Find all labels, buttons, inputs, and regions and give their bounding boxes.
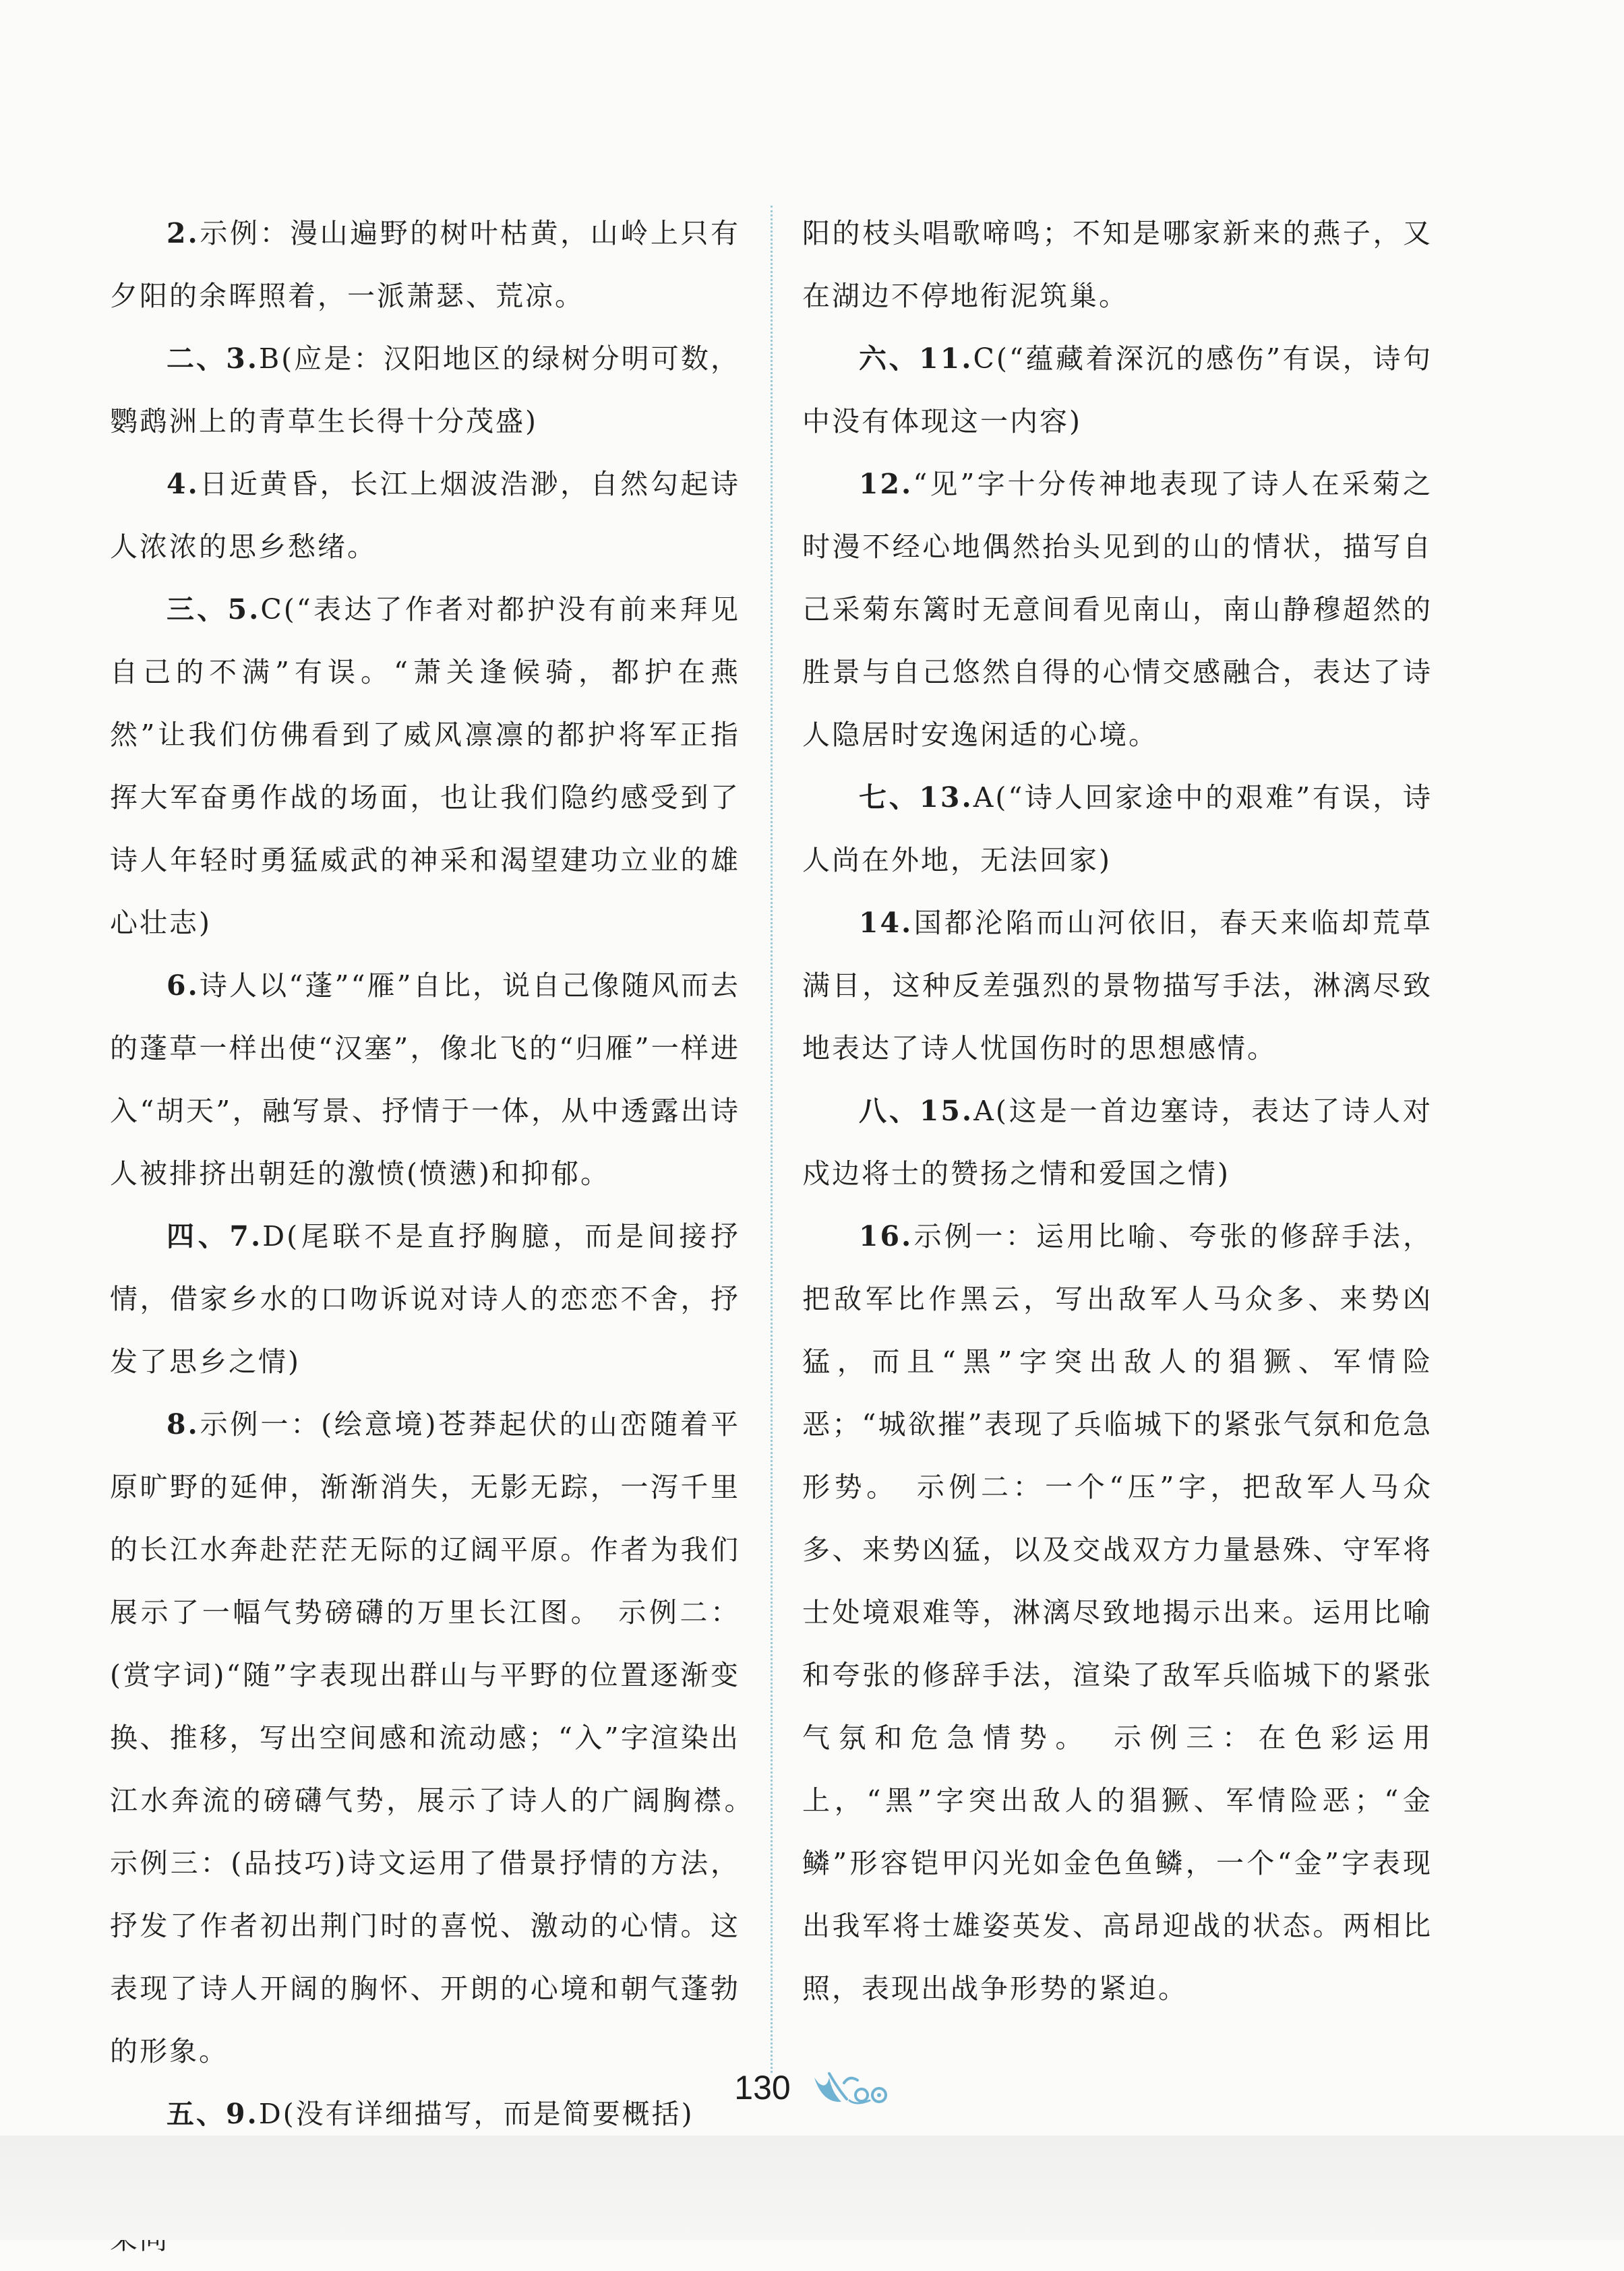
item-text: D(尾联不是直抒胸臆，而是间接抒情，借家乡水的口吻诉说对诗人的恋恋不舍，抒发了思乡之情) bbox=[110, 1220, 740, 1378]
item-text: 示例：漫山遍野的树叶枯黄，山岭上只有夕阳的余晖照着，一派萧瑟、荒凉。 bbox=[110, 217, 740, 312]
bottom-shading bbox=[0, 2136, 1624, 2240]
answer-item-continued bbox=[802, 202, 1433, 328]
item-text: A(“诗人回家途中的艰难”有误，诗人尚在外地，无法回家) bbox=[802, 781, 1433, 876]
item-number: 六、11. bbox=[859, 342, 973, 375]
item-text: D(没有详细描写，而是简要概括) bbox=[258, 2098, 694, 2130]
answer-item bbox=[802, 328, 1433, 453]
item-number: 8. bbox=[167, 1408, 200, 1441]
item-text: C(“表达了作者对都护没有前来拜见自己的不满”有误。“萧关逢候骑，都护在燕然”让我们仿佛看到了威风凛凛的都护将军正指挥大军奋勇作战的场面，也让我们隐约感受到了诗人年轻时勇猛威武的神采和渴望建功立业的雄心壮志) bbox=[110, 593, 740, 939]
item-text: 日近黄昏，长江上烟波浩渺，自然勾起诗人浓浓的思乡愁绪。 bbox=[110, 468, 740, 563]
answer-item bbox=[110, 955, 740, 1205]
item-number: 二、3. bbox=[167, 342, 260, 375]
page-number: 130 bbox=[734, 2069, 791, 2107]
item-number: 6. bbox=[167, 969, 200, 1002]
item-text: B(应是：汉阳地区的绿树分明可数，鹦鹉洲上的青草生长得十分茂盛) bbox=[110, 342, 740, 437]
item-number: 五、9. bbox=[167, 2098, 259, 2130]
item-number: 12. bbox=[859, 468, 913, 500]
answer-item bbox=[802, 453, 1433, 766]
item-number: 16. bbox=[859, 1220, 913, 1252]
answer-item bbox=[110, 1393, 770, 2083]
column-divider bbox=[771, 206, 773, 2073]
answer-item bbox=[802, 1205, 1433, 2020]
answer-item bbox=[802, 766, 1433, 892]
item-number: 4. bbox=[167, 468, 200, 500]
item-number: 八、15. bbox=[859, 1095, 974, 1127]
item-number: 14. bbox=[859, 907, 913, 939]
item-number: 四、7. bbox=[167, 1220, 263, 1252]
item-text: 诗人以“蓬”“雁”自比，说自己像随风而去的蓬草一样出使“汉塞”，像北飞的“归雁”一样进入“胡天”，融写景、抒情于一体，从中透露出诗人被排挤出朝廷的激愤(愤懑)和抑郁。 bbox=[110, 969, 740, 1190]
item-text: 示例一：(绘意境)苍莽起伏的山峦随着平原旷野的延伸，渐渐消失，无影无踪，一泻千里的长江水奔赴茫茫无际的辽阔平原。作者为我们展示了一幅气势磅礴的万里长江图。 示例二：(赏字词)“随”字表现出群山与平野的位置逐渐变换、推移，写出空间感和流动感；“入”字渲染出江水奔流的磅礴气势，展示了诗人的广阔胸襟。 示例三：(品技巧)诗文运用了借景抒情的方法，抒发了作者初出荆门时的喜悦、激动的心情。这表现了诗人开阔的胸怀、开朗的心境和朝气蓬勃的形象。 bbox=[110, 1408, 770, 2067]
item-text: 示例一：运用比喻、夸张的修辞手法，把敌军比作黑云，写出敌军人马众多、来势凶猛，而且“黑”字突出敌人的猖獗、军情险恶；“城欲摧”表现了兵临城下的紧张气氛和危急形势。 示例二：一个“压”字，把敌军人马众多、来势凶猛，以及交战双方力量悬殊、守军将士处境艰难等，淋漓尽致地揭示出来。运用比喻和夸张的修辞手法，渲染了敌军兵临城下的紧张气氛和危急情势。 示例三：在色彩运用上，“黑”字突出敌人的猖獗、军情险恶；“金鳞”形容铠甲闪光如金色鱼鳞，一个“金”字表现出我军将士雄姿英发、高昂迎战的状态。两相比照，表现出战争形势的紧迫。 bbox=[802, 1220, 1433, 2005]
item-number: 2. bbox=[167, 217, 200, 249]
swirl-ornament-icon bbox=[809, 2063, 897, 2110]
item-number: 七、13. bbox=[859, 781, 973, 814]
answer-item bbox=[110, 1205, 740, 1393]
item-text: A(这是一首边塞诗，表达了诗人对戍边将士的赞扬之情和爱国之情) bbox=[802, 1095, 1433, 1190]
item-text: “见”字十分传神地表现了诗人在采菊之时漫不经心地偶然抬头见到的山的情状，描写自己采菊东篱时无意间看见南山，南山静穆超然的胜景与自己悠然自得的心情交感融合，表达了诗人隐居时安逸闲适的心境。 bbox=[802, 468, 1433, 751]
answer-item bbox=[110, 328, 740, 453]
item-text: 国都沦陷而山河依旧，春天来临却荒草满目，这种反差强烈的景物描写手法，淋漓尽致地表达了诗人忧国伤时的思想感情。 bbox=[802, 907, 1433, 1064]
answer-item bbox=[110, 202, 740, 328]
answer-item bbox=[110, 578, 740, 955]
item-number: 三、5. bbox=[167, 593, 261, 626]
answer-item bbox=[802, 1080, 1433, 1205]
item-text: 阳的枝头唱歌啼鸣；不知是哪家新来的燕子，又在湖边不停地衔泥筑巢。 bbox=[802, 217, 1433, 312]
answer-item bbox=[802, 892, 1433, 1080]
right-column bbox=[802, 202, 1433, 2020]
answer-item bbox=[110, 453, 740, 578]
item-text: C(“蕴藏着深沉的感伤”有误，诗句中没有体现这一内容) bbox=[802, 342, 1433, 437]
